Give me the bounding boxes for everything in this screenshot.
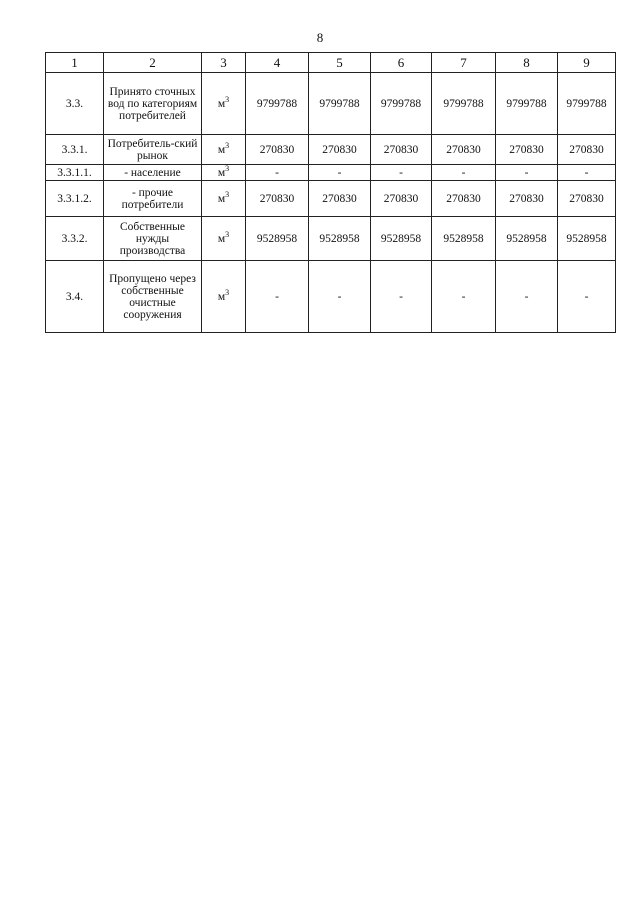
value-cell-col-7: - [432, 261, 496, 333]
unit-exponent: 3 [225, 287, 230, 297]
value-cell-col-7: 9528958 [432, 217, 496, 261]
row-label: Пропущено через собственные очистные сооружения [104, 261, 202, 333]
value-cell-col-8: - [496, 165, 558, 181]
value-cell-col-8: 270830 [496, 181, 558, 217]
column-header-9: 9 [558, 53, 616, 73]
row-code: 3.4. [46, 261, 104, 333]
unit-cell [202, 181, 246, 217]
value-cell-col-9: 9799788 [558, 73, 616, 135]
value-cell-col-9: - [558, 261, 616, 333]
row-code: 3.3. [46, 73, 104, 135]
column-header-4: 4 [246, 53, 309, 73]
table-header-row [46, 53, 616, 73]
value-cell-col-4: 9799788 [246, 73, 309, 135]
row-label: - прочие потребители [104, 181, 202, 217]
row-code: 3.3.1.2. [46, 181, 104, 217]
value-cell-col-7: 9799788 [432, 73, 496, 135]
row-label: - население [104, 165, 202, 181]
value-cell-col-8: 270830 [496, 135, 558, 165]
unit-base: м [217, 290, 226, 303]
value-cell-col-9: 270830 [558, 135, 616, 165]
value-cell-col-6: 270830 [371, 181, 432, 217]
value-cell-col-4: 270830 [246, 135, 309, 165]
value-cell-col-6: 9799788 [371, 73, 432, 135]
row-code: 3.3.1.1. [46, 165, 104, 181]
unit-base: м [217, 192, 226, 205]
value-cell-col-7: 270830 [432, 135, 496, 165]
column-header-2: 2 [104, 53, 202, 73]
value-cell-col-5: 9799788 [309, 73, 371, 135]
table-row [46, 135, 616, 165]
column-header-8: 8 [496, 53, 558, 73]
value-cell-col-4: 9528958 [246, 217, 309, 261]
unit-exponent: 3 [225, 229, 230, 239]
value-cell-col-7: 270830 [432, 181, 496, 217]
unit-base: м [217, 166, 226, 179]
value-cell-col-4: 270830 [246, 181, 309, 217]
row-label: Потребитель-ский рынок [104, 135, 202, 165]
column-header-5: 5 [309, 53, 371, 73]
value-cell-col-9: 9528958 [558, 217, 616, 261]
value-cell-col-6: - [371, 261, 432, 333]
column-header-6: 6 [371, 53, 432, 73]
table-row [46, 181, 616, 217]
unit-cell [202, 217, 246, 261]
value-cell-col-7: - [432, 165, 496, 181]
value-cell-col-5: 270830 [309, 135, 371, 165]
value-cell-col-5: - [309, 165, 371, 181]
row-label: Принято сточных вод по категориям потребителей [104, 73, 202, 135]
unit-cell [202, 261, 246, 333]
table-row [46, 217, 616, 261]
column-header-7: 7 [432, 53, 496, 73]
unit-exponent: 3 [225, 163, 230, 173]
value-cell-col-6: 9528958 [371, 217, 432, 261]
value-cell-col-4: - [246, 165, 309, 181]
value-cell-col-9: 270830 [558, 181, 616, 217]
value-cell-col-8: 9799788 [496, 73, 558, 135]
page-number: 8 [316, 30, 324, 45]
value-cell-col-8: - [496, 261, 558, 333]
unit-base: м [217, 143, 226, 156]
column-header-1: 1 [46, 53, 104, 73]
column-header-3: 3 [202, 53, 246, 73]
value-cell-col-6: - [371, 165, 432, 181]
unit-exponent: 3 [225, 94, 230, 104]
unit-base: м [217, 97, 226, 110]
unit-exponent: 3 [225, 140, 230, 150]
table-row [46, 73, 616, 135]
value-cell-col-5: 9528958 [309, 217, 371, 261]
row-code: 3.3.1. [46, 135, 104, 165]
row-code: 3.3.2. [46, 217, 104, 261]
row-label: Собственные нужды производства [104, 217, 202, 261]
value-cell-col-9: - [558, 165, 616, 181]
data-table [45, 52, 616, 333]
unit-cell [202, 165, 246, 181]
value-cell-col-8: 9528958 [496, 217, 558, 261]
unit-exponent: 3 [225, 189, 230, 199]
table-row [46, 261, 616, 333]
unit-cell [202, 135, 246, 165]
value-cell-col-5: - [309, 261, 371, 333]
unit-cell [202, 73, 246, 135]
value-cell-col-4: - [246, 261, 309, 333]
unit-base: м [217, 232, 226, 245]
value-cell-col-5: 270830 [309, 181, 371, 217]
value-cell-col-6: 270830 [371, 135, 432, 165]
table-row [46, 165, 616, 181]
